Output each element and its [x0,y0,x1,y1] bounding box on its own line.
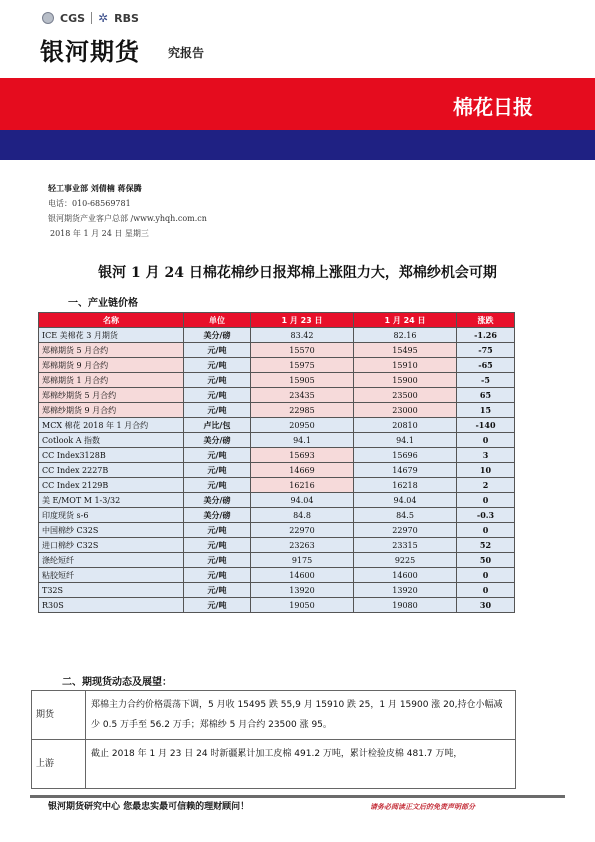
cell-unit: 卢比/包 [184,418,251,433]
cell-change: 65 [457,388,515,403]
footer-slogan: 银河期货研究中心 您最忠实最可信赖的理财顾问！ [48,802,250,812]
row-text: 郑棉主力合约价格震荡下调，5 月收 15495 跌 55,9 月 15910 跌 25，1 月 15900 涨 20,持仓小幅减少 0.5 万手至 56.2 万手；郑棉纱 5 月合约 23500 涨 95。 [86,691,516,740]
footer-disclaimer: 请务必阅读正文后的免责声明部分 [370,802,475,811]
cell-name: 印度现货 s-6 [39,508,184,523]
cell-value-jan23: 20950 [251,418,354,433]
cell-change: -65 [457,358,515,373]
column-header: 单位 [184,313,251,328]
report-title: 银河 1 月 24 日棉花棉纱日报郑棉上涨阻力大，郑棉纱机会可期 [98,265,497,281]
author-website[interactable]: 银河期货产业客户总部 /www.yhqh.com.cn [48,214,207,223]
cell-value-jan24: 22970 [354,523,457,538]
cell-unit: 元/吨 [184,523,251,538]
cell-name: ICE 美棉花 3 月期货 [39,328,184,343]
price-table [38,312,515,613]
outlook-table [31,690,516,789]
cell-change: -75 [457,343,515,358]
column-header: 名称 [39,313,184,328]
logo-divider [91,12,92,24]
cell-value-jan24: 84.5 [354,508,457,523]
cell-name: CC Index 2129B [39,478,184,493]
table-row [39,463,515,478]
cell-value-jan23: 23435 [251,388,354,403]
brand-name: 银河期货 [40,38,140,66]
cell-value-jan24: 13920 [354,583,457,598]
table-row [39,598,515,613]
cell-unit: 元/吨 [184,568,251,583]
cell-unit: 元/吨 [184,598,251,613]
brand-subtitle: 究报告 [168,46,205,60]
table-row [39,568,515,583]
cell-unit: 美分/磅 [184,508,251,523]
cell-name: 中国棉纱 C32S [39,523,184,538]
cell-name: R30S [39,598,184,613]
cell-value-jan24: 94.04 [354,493,457,508]
table-row [39,493,515,508]
cell-unit: 元/吨 [184,553,251,568]
row-label: 期货 [32,691,86,740]
cell-name: CC Index 2227B [39,463,184,478]
cgs-logo-icon [42,12,54,24]
cell-name: 进口棉纱 C32S [39,538,184,553]
cell-change: 52 [457,538,515,553]
table-row [39,553,515,568]
cell-value-jan23: 16216 [251,478,354,493]
cell-value-jan24: 9225 [354,553,457,568]
cell-change: -5 [457,373,515,388]
accent-band [0,130,595,160]
table-row [39,433,515,448]
table-header-row [39,313,515,328]
section-heading-outlook: 二、期现货动态及展望： [62,677,172,688]
cell-name: 粘胶短纤 [39,568,184,583]
cell-name: 郑棉纱期货 5 月合约 [39,388,184,403]
table-row [39,358,515,373]
table-row [39,373,515,388]
company-logo [42,10,139,26]
cell-value-jan23: 19050 [251,598,354,613]
cell-value-jan24: 15495 [354,343,457,358]
cell-change: 3 [457,448,515,463]
cell-change: 30 [457,598,515,613]
cell-unit: 元/吨 [184,463,251,478]
report-date: 2018 年 1 月 24 日 星期三 [50,229,149,238]
cell-change: 0 [457,433,515,448]
cell-value-jan24: 23315 [354,538,457,553]
row-text: 截止 2018 年 1 月 23 日 24 时新疆累计加工皮棉 491.2 万吨，累计检验皮棉 481.7 万吨， [86,740,516,789]
table-row [39,418,515,433]
cell-name: 郑棉期货 9 月合约 [39,358,184,373]
cell-unit: 元/吨 [184,403,251,418]
cell-change: -1.26 [457,328,515,343]
cell-value-jan24: 19080 [354,598,457,613]
report-type-title: 棉花日报 [453,95,533,119]
table-row [39,508,515,523]
cell-value-jan24: 14600 [354,568,457,583]
cell-value-jan23: 94.1 [251,433,354,448]
rbs-logo-text: RBS [114,11,139,25]
cell-value-jan23: 84.8 [251,508,354,523]
cell-name: Cotlook A 指数 [39,433,184,448]
cell-unit: 美分/磅 [184,493,251,508]
cell-name: 郑棉期货 5 月合约 [39,343,184,358]
table-row [39,448,515,463]
author-dept: 轻工事业部 刘倩楠 蒋保腾 [48,183,142,193]
cell-value-jan23: 22985 [251,403,354,418]
cell-value-jan24: 20810 [354,418,457,433]
cell-value-jan23: 15570 [251,343,354,358]
table-row [39,403,515,418]
cell-change: 0 [457,583,515,598]
cell-value-jan23: 23263 [251,538,354,553]
cell-value-jan23: 13920 [251,583,354,598]
cell-value-jan23: 14600 [251,568,354,583]
cell-change: -0.3 [457,508,515,523]
table-row [32,740,516,789]
column-header: 1 月 24 日 [354,313,457,328]
cell-name: T32S [39,583,184,598]
cell-unit: 美分/磅 [184,328,251,343]
cell-unit: 美分/磅 [184,433,251,448]
cell-change: 0 [457,523,515,538]
cell-value-jan24: 23500 [354,388,457,403]
table-row [39,343,515,358]
cell-value-jan23: 15693 [251,448,354,463]
table-row [32,691,516,740]
cell-unit: 元/吨 [184,448,251,463]
cell-unit: 元/吨 [184,358,251,373]
cell-unit: 元/吨 [184,388,251,403]
cell-name: 郑棉期货 1 月合约 [39,373,184,388]
cell-unit: 元/吨 [184,538,251,553]
cell-unit: 元/吨 [184,343,251,358]
cell-value-jan23: 15975 [251,358,354,373]
cell-change: 0 [457,493,515,508]
cell-name: 郑棉纱期货 9 月合约 [39,403,184,418]
table-row [39,388,515,403]
cell-value-jan24: 94.1 [354,433,457,448]
cell-change: 50 [457,553,515,568]
cell-unit: 元/吨 [184,478,251,493]
cell-change: 10 [457,463,515,478]
table-row [39,538,515,553]
cell-value-jan24: 82.16 [354,328,457,343]
cell-name: CC Index3128B [39,448,184,463]
table-row [39,478,515,493]
cell-change: 2 [457,478,515,493]
column-header: 1 月 23 日 [251,313,354,328]
cell-value-jan23: 94.04 [251,493,354,508]
cell-value-jan23: 9175 [251,553,354,568]
section-heading-prices: 一、产业链价格 [68,298,138,309]
cell-change: 0 [457,568,515,583]
cell-change: 15 [457,403,515,418]
table-row [39,328,515,343]
cell-value-jan24: 16218 [354,478,457,493]
cell-value-jan23: 14669 [251,463,354,478]
cell-value-jan24: 15900 [354,373,457,388]
cell-unit: 元/吨 [184,373,251,388]
column-header: 涨跌 [457,313,515,328]
cell-value-jan23: 83.42 [251,328,354,343]
cgs-logo-text: CGS [60,11,86,25]
cell-name: 涤纶短纤 [39,553,184,568]
cell-value-jan23: 15905 [251,373,354,388]
cell-unit: 元/吨 [184,583,251,598]
cell-change: -140 [457,418,515,433]
cell-name: 美 E/MOT M 1-3/32 [39,493,184,508]
cell-name: MCX 棉花 2018 年 1 月合约 [39,418,184,433]
cell-value-jan24: 14679 [354,463,457,478]
cell-value-jan24: 23000 [354,403,457,418]
table-row [39,523,515,538]
footer-divider [30,795,565,798]
row-label: 上游 [32,740,86,789]
cell-value-jan24: 15696 [354,448,457,463]
cell-value-jan23: 22970 [251,523,354,538]
table-row [39,583,515,598]
cell-value-jan24: 15910 [354,358,457,373]
rbs-logo-icon: ✲ [98,11,109,25]
author-phone: 电话：010-68569781 [48,199,131,208]
